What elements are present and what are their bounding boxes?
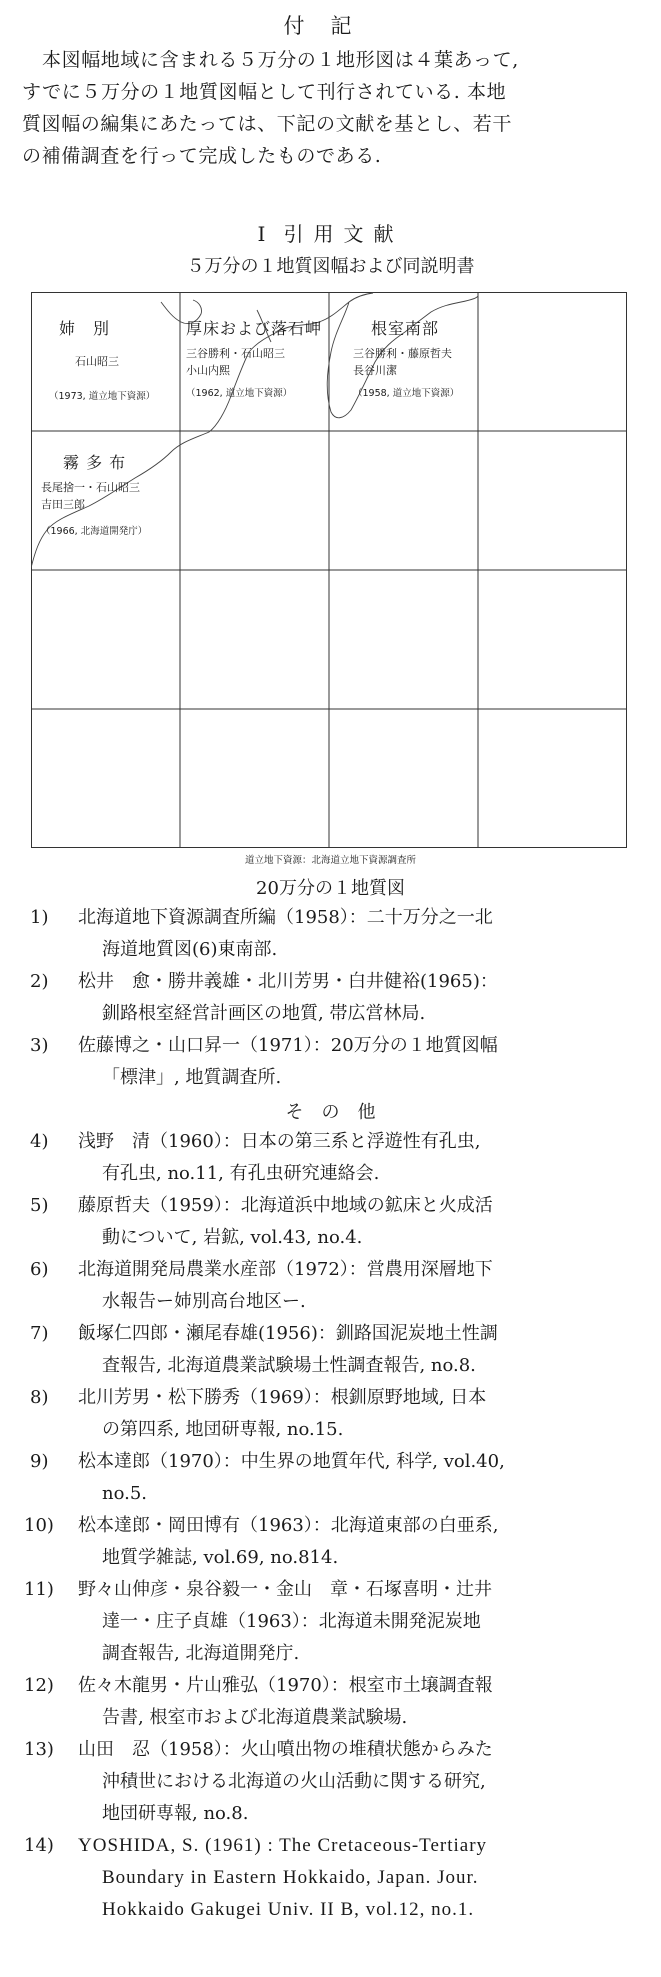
reference-number: 1) (30, 907, 49, 928)
reference-number: 11) (24, 1579, 54, 1600)
reference-number: 12) (24, 1675, 54, 1696)
reference-line: 達一・庄子貞雄（1963）：北海道未開発泥炭地 (102, 1611, 481, 1632)
sheet-authors: 石山昭三 (75, 355, 119, 368)
sheet-name: 厚床および落石岬 (186, 319, 323, 338)
reference-line: 水報告ー姉別高台地区ー. (102, 1291, 306, 1312)
page-heading: 付記 (283, 14, 378, 38)
sheet-note: （1962, 道立地下資源） (186, 388, 293, 399)
reference-number: 8) (30, 1387, 49, 1408)
reference-line: 松本達郎（1970）：中生界の地質年代, 科学, vol.40, (78, 1451, 505, 1472)
reference-line: Boundary in Eastern Hokkaido, Japan. Jour. (102, 1867, 479, 1888)
reference-line: 浅野 清（1960）：日本の第三系と浮遊性有孔虫, (78, 1131, 481, 1152)
reference-line: 佐藤博之・山口昇一（1971）：20万分の１地質図幅 (78, 1035, 498, 1056)
reference-line: 地質学雑誌, vol.69, no.814. (102, 1547, 339, 1568)
reference-number: 5) (30, 1195, 49, 1216)
reference-line: 山田 忍（1958）：火山噴出物の堆積状態からみた (78, 1739, 493, 1760)
reference-line: no.5. (102, 1483, 148, 1504)
sheet-authors: 吉田三郎 (41, 498, 85, 511)
reference-line: 佐々木龍男・片山雅弘（1970）：根室市土壌調査報 (78, 1675, 493, 1696)
intro-line: すでに５万分の１地質図幅として刊行されている. 本地 (22, 81, 507, 103)
index-map (31, 292, 627, 848)
reference-number: 4) (30, 1131, 49, 1152)
intro-line: 本図幅地域に含まれる５万分の１地形図は４葉あって, (42, 49, 519, 71)
reference-line: 告書, 根室市および北海道農業試験場. (102, 1707, 408, 1728)
sheet-authors: 小山内熙 (186, 364, 230, 377)
reference-line: 北川芳男・松下勝秀（1969）：根釧原野地域, 日本 (78, 1387, 487, 1408)
intro-line: の補備調査を行って完成したものである. (22, 145, 382, 167)
reference-line: 松本達郎・岡田博有（1963）：北海道東部の白亜系, (78, 1515, 499, 1536)
reference-line: 北海道地下資源調査所編（1958）：二十万分之一北 (78, 907, 493, 928)
reference-line: 松井 愈・勝井義雄・北川芳男・白井健裕(1965)： (78, 971, 498, 992)
reference-line: 海道地質図(6)東南部. (102, 939, 278, 960)
reference-line: 釧路根室経営計画区の地質, 帯広営林局. (102, 1003, 426, 1024)
reference-line: Hokkaido Gakugei Univ. II B, vol.12, no.1. (102, 1899, 475, 1920)
reference-number: 13) (24, 1739, 54, 1760)
sheet-name: 姉 別 (59, 319, 111, 338)
map-sheet-kiritappu (41, 450, 147, 537)
sheet-authors: 長谷川潔 (353, 364, 397, 377)
reference-line: 藤原哲夫（1959）：北海道浜中地域の鉱床と火成活 (78, 1195, 493, 1216)
reference-line: 飯塚仁四郎・瀬尾春雄(1956)：釧路国泥炭地土性調 (78, 1323, 498, 1344)
sheet-authors: 長尾捨一・石山昭三 (41, 481, 140, 494)
reference-number: 6) (30, 1259, 49, 1280)
sheet-note: （1958, 道立地下資源） (353, 388, 460, 399)
reference-line: 野々山伸彦・泉谷毅一・金山 章・石塚喜明・辻井 (78, 1579, 492, 1600)
reference-line: 「標津」, 地質調査所. (102, 1067, 282, 1088)
subsection-200k-maps: 20万分の１地質図 (256, 878, 405, 899)
subsection-50k-sheets: ５万分の１地質図幅および同説明書 (186, 256, 475, 277)
sheet-note: （1966, 北海道開発庁） (41, 526, 148, 537)
map-sheet-akkeshi-ochiishi (186, 316, 322, 399)
section-title: 引用文献 (283, 222, 404, 246)
reference-number: 14) (24, 1835, 54, 1856)
reference-line: の第四系, 地団研専報, no.15. (102, 1419, 344, 1440)
reference-line: 調査報告, 北海道開発庁. (102, 1643, 300, 1664)
sheet-authors: 三谷勝利・藤原哲夫 (353, 347, 452, 360)
reference-number: 9) (30, 1451, 49, 1472)
reference-number: 7) (30, 1323, 49, 1344)
sheet-name: 根室南部 (371, 319, 440, 338)
reference-line: 動について, 岩鉱, vol.43, no.4. (102, 1227, 363, 1248)
reference-line: 北海道開発局農業水産部（1972）：営農用深層地下 (78, 1259, 493, 1280)
reference-line: 査報告, 北海道農業試験場土性調査報告, no.8. (102, 1355, 476, 1376)
subsection-other: そ の 他 (285, 1102, 376, 1123)
sheet-name: 霧 多 布 (63, 453, 127, 472)
reference-number: 10) (24, 1515, 54, 1536)
reference-number: 3) (30, 1035, 49, 1056)
map-source-note: 道立地下資源：北海道立地下資源調査所 (244, 855, 416, 866)
intro-line: 質図幅の編集にあたっては、下記の文献を基とし、若干 (22, 113, 513, 135)
reference-line: YOSHIDA, S. (1961) : The Cretaceous-Tertiary (78, 1835, 488, 1856)
section-number: I (257, 222, 266, 246)
map-sheet-nemuro-nanbu (353, 316, 459, 399)
section-heading-references (0, 218, 661, 247)
reference-line: 沖積世における北海道の火山活動に関する研究, (102, 1771, 486, 1792)
sheet-authors: 三谷勝利・石山昭三 (186, 347, 285, 360)
reference-line: 有孔虫, no.11, 有孔虫研究連絡会. (102, 1163, 380, 1184)
reference-line: 地団研専報, no.8. (102, 1803, 249, 1824)
reference-number: 2) (30, 971, 49, 992)
map-sheet-anebetsu (49, 316, 156, 402)
sheet-note: （1973, 道立地下資源） (49, 391, 156, 402)
